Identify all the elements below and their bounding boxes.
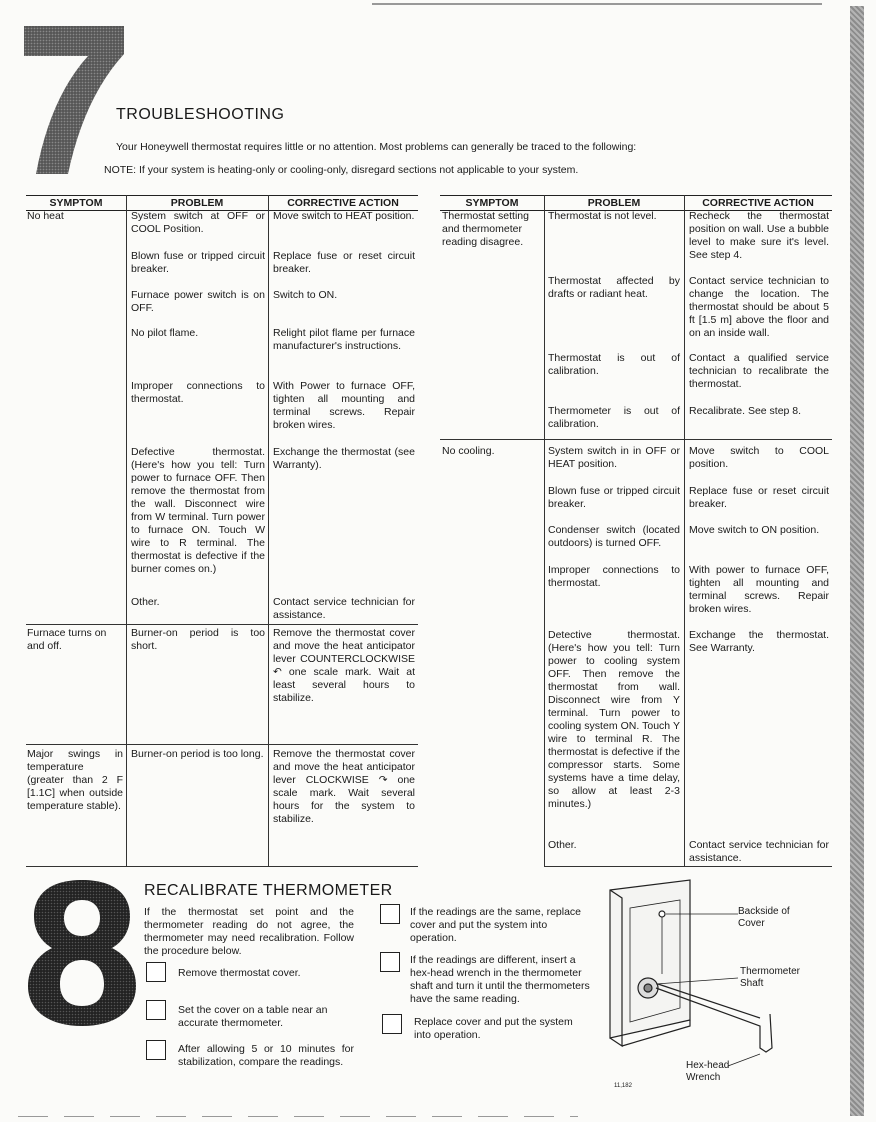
header-action: CORRECTIVE ACTION bbox=[287, 197, 399, 209]
col-divider bbox=[684, 195, 685, 867]
troubleshooting-title: TROUBLESHOOTING bbox=[116, 106, 285, 123]
left-table-header bbox=[26, 195, 418, 211]
problem-cell: Thermostat affected by drafts or radiant heat. bbox=[548, 275, 680, 300]
problem-cell: Thermostat is out of calibration. bbox=[548, 352, 680, 377]
top-rule bbox=[372, 3, 822, 5]
problem-cell: Burner-on period is too short. bbox=[131, 627, 265, 652]
step-text: If the readings are the same, replace cover and put the system into operation. bbox=[410, 906, 582, 944]
section-8-number bbox=[26, 878, 138, 1028]
recalibrate-title: RECALIBRATE THERMOMETER bbox=[144, 882, 393, 899]
figure-code: 11,182 bbox=[614, 1083, 632, 1089]
header-problem: PROBLEM bbox=[587, 197, 641, 209]
problem-cell: No pilot flame. bbox=[131, 327, 199, 339]
action-cell: Replace fuse or reset circuit breaker. bbox=[689, 485, 829, 510]
symptom-no-cooling: No cooling. bbox=[442, 445, 495, 457]
action-cell: Move switch to ON position. bbox=[689, 524, 820, 536]
action-cell: Move switch to HEAT position. bbox=[273, 210, 415, 222]
step-checkbox[interactable] bbox=[380, 904, 400, 924]
problem-cell: Condenser switch (located outdoors) is turned OFF. bbox=[548, 524, 680, 549]
symptom-major-swings: Major swings in temperature (greater than 2 F [1.1C] when outside temperature stable). bbox=[27, 748, 123, 812]
section-7-glyph bbox=[24, 18, 130, 176]
action-cell: Move switch to COOL position. bbox=[689, 445, 829, 470]
col-divider bbox=[126, 195, 127, 867]
backside-label: Backside of Cover bbox=[738, 906, 790, 929]
problem-cell: Furnace power switch is on OFF. bbox=[131, 289, 265, 314]
action-cell: Remove the thermostat cover and move the heat anticipator lever COUNTERCLOCKWISE ↶ one scale mark. Wait at least several hours to stabilize. bbox=[273, 627, 415, 704]
left-troubleshooting-table bbox=[26, 195, 418, 867]
step-checkbox[interactable] bbox=[146, 1040, 166, 1060]
action-cell: With Power to furnace OFF, tighten all mounting and terminal screws. Repair broken wires. bbox=[273, 380, 415, 431]
action-cell: Contact service technician for assistance. bbox=[689, 839, 829, 864]
symptom-disagree: Thermostat setting and thermometer reading disagree. bbox=[442, 210, 529, 248]
problem-cell: Defective thermostat. (Here's how you tell: Turn power to furnace OFF. Then remove the thermostat from the wall. Disconnect wire from W terminal. Turn power to furnace ON. Touch W wire to R terminal. The thermostat is defective if the burner comes on.) bbox=[131, 446, 265, 575]
problem-cell: Burner-on period is too long. bbox=[131, 748, 264, 760]
col-divider bbox=[268, 195, 269, 867]
step-text: Replace cover and put the system into operation. bbox=[414, 1016, 573, 1041]
step-text: Remove thermostat cover. bbox=[178, 967, 301, 979]
action-cell: Recalibrate. See step 8. bbox=[689, 405, 802, 417]
symptom-no-heat: No heat bbox=[27, 210, 64, 222]
problem-cell: Other. bbox=[131, 596, 160, 608]
section-8-glyph bbox=[26, 878, 138, 1028]
action-cell: Switch to ON. bbox=[273, 289, 338, 301]
action-cell: Exchange the thermostat. See Warranty. bbox=[689, 629, 829, 654]
problem-cell: Blown fuse or tripped circuit breaker. bbox=[131, 250, 265, 275]
row-divider bbox=[26, 866, 418, 867]
action-cell: Relight pilot flame per furnace manufacturer's instructions. bbox=[273, 327, 415, 352]
thermometer-diagram bbox=[600, 878, 830, 1096]
symptom-furnace-cycles: Furnace turns on and off. bbox=[27, 627, 107, 652]
problem-cell: System switch in in OFF or HEAT position. bbox=[548, 445, 680, 470]
problem-cell: Thermostat is not level. bbox=[548, 210, 657, 222]
action-cell: Remove the thermostat cover and move the heat anticipator lever CLOCKWISE ↷ one scale mark. Wait several hours for the system to stabilize. bbox=[273, 748, 415, 825]
troubleshooting-intro: Your Honeywell thermostat requires little or no attention. Most problems can generally be traced to the following: bbox=[116, 141, 637, 153]
problem-cell: Improper connections to thermostat. bbox=[131, 380, 265, 405]
step-checkbox[interactable] bbox=[382, 1014, 402, 1034]
troubleshooting-note: NOTE: If your system is heating-only or cooling-only, disregard sections not applicable to your system. bbox=[104, 164, 579, 176]
step-checkbox[interactable] bbox=[146, 962, 166, 982]
problem-cell: Other. bbox=[548, 839, 577, 851]
problem-cell: System switch at OFF or COOL Position. bbox=[131, 210, 265, 235]
wrench-label: Hex-head Wrench bbox=[686, 1060, 730, 1083]
page-edge-strip bbox=[850, 6, 864, 1116]
row-divider bbox=[440, 439, 832, 440]
header-symptom: SYMPTOM bbox=[465, 197, 519, 209]
action-cell: With power to furnace OFF, tighten all mounting and terminal screws. Repair broken wires. bbox=[689, 564, 829, 615]
problem-cell: Thermometer is out of calibration. bbox=[548, 405, 680, 430]
bottom-rule bbox=[18, 1116, 578, 1117]
problem-cell: Blown fuse or tripped circuit breaker. bbox=[548, 485, 680, 510]
right-table-header bbox=[440, 195, 832, 211]
problem-cell: Detective thermostat. (Here's how you tell: Turn power to cooling system OFF. Then remove the thermostat from wall. Disconnect wire from Y terminal. Turn power to cooling system ON. Touch Y wire to terminal R. The thermostat is defective if the compressor starts. Some systems have a time delay, so allow at least 2-3 minutes.) bbox=[548, 629, 680, 810]
action-cell: Replace fuse or reset circuit breaker. bbox=[273, 250, 415, 275]
action-cell: Contact service technician for assistance. bbox=[273, 596, 415, 621]
problem-cell: Improper connections to thermostat. bbox=[548, 564, 680, 589]
right-troubleshooting-table bbox=[440, 195, 832, 867]
action-cell: Recheck the thermostat position on wall. Use a bubble level to make sure it's level. See step 4. bbox=[689, 210, 829, 261]
step-checkbox[interactable] bbox=[146, 1000, 166, 1020]
step-text: If the readings are different, insert a hex-head wrench in the thermometer shaft and turn it until the thermometers have the same reading. bbox=[410, 954, 590, 1005]
row-divider bbox=[544, 866, 832, 867]
header-action: CORRECTIVE ACTION bbox=[702, 197, 814, 209]
action-cell: Contact service technician to change the location. The thermostat should be about 5 ft [1.5 m] above the floor and on an inside wall. bbox=[689, 275, 829, 339]
step-text: After allowing 5 or 10 minutes for stabilization, compare the readings. bbox=[178, 1043, 354, 1068]
row-divider bbox=[26, 744, 418, 745]
row-divider bbox=[26, 624, 418, 625]
shaft-label: Thermometer Shaft bbox=[740, 966, 801, 989]
col-divider bbox=[544, 195, 545, 867]
step-checkbox[interactable] bbox=[380, 952, 400, 972]
recalibrate-intro: If the thermostat set point and the thermometer reading do not agree, the thermometer may need recalibration. Follow the procedure below. bbox=[144, 906, 354, 957]
header-problem: PROBLEM bbox=[170, 197, 224, 209]
section-7-number bbox=[24, 18, 130, 176]
action-cell: Contact a qualified service technician to recalibrate the thermostat. bbox=[689, 352, 829, 390]
header-symptom: SYMPTOM bbox=[49, 197, 103, 209]
step-text: Set the cover on a table near an accurate thermometer. bbox=[178, 1004, 328, 1029]
action-cell: Exchange the thermostat (see Warranty). bbox=[273, 446, 415, 471]
